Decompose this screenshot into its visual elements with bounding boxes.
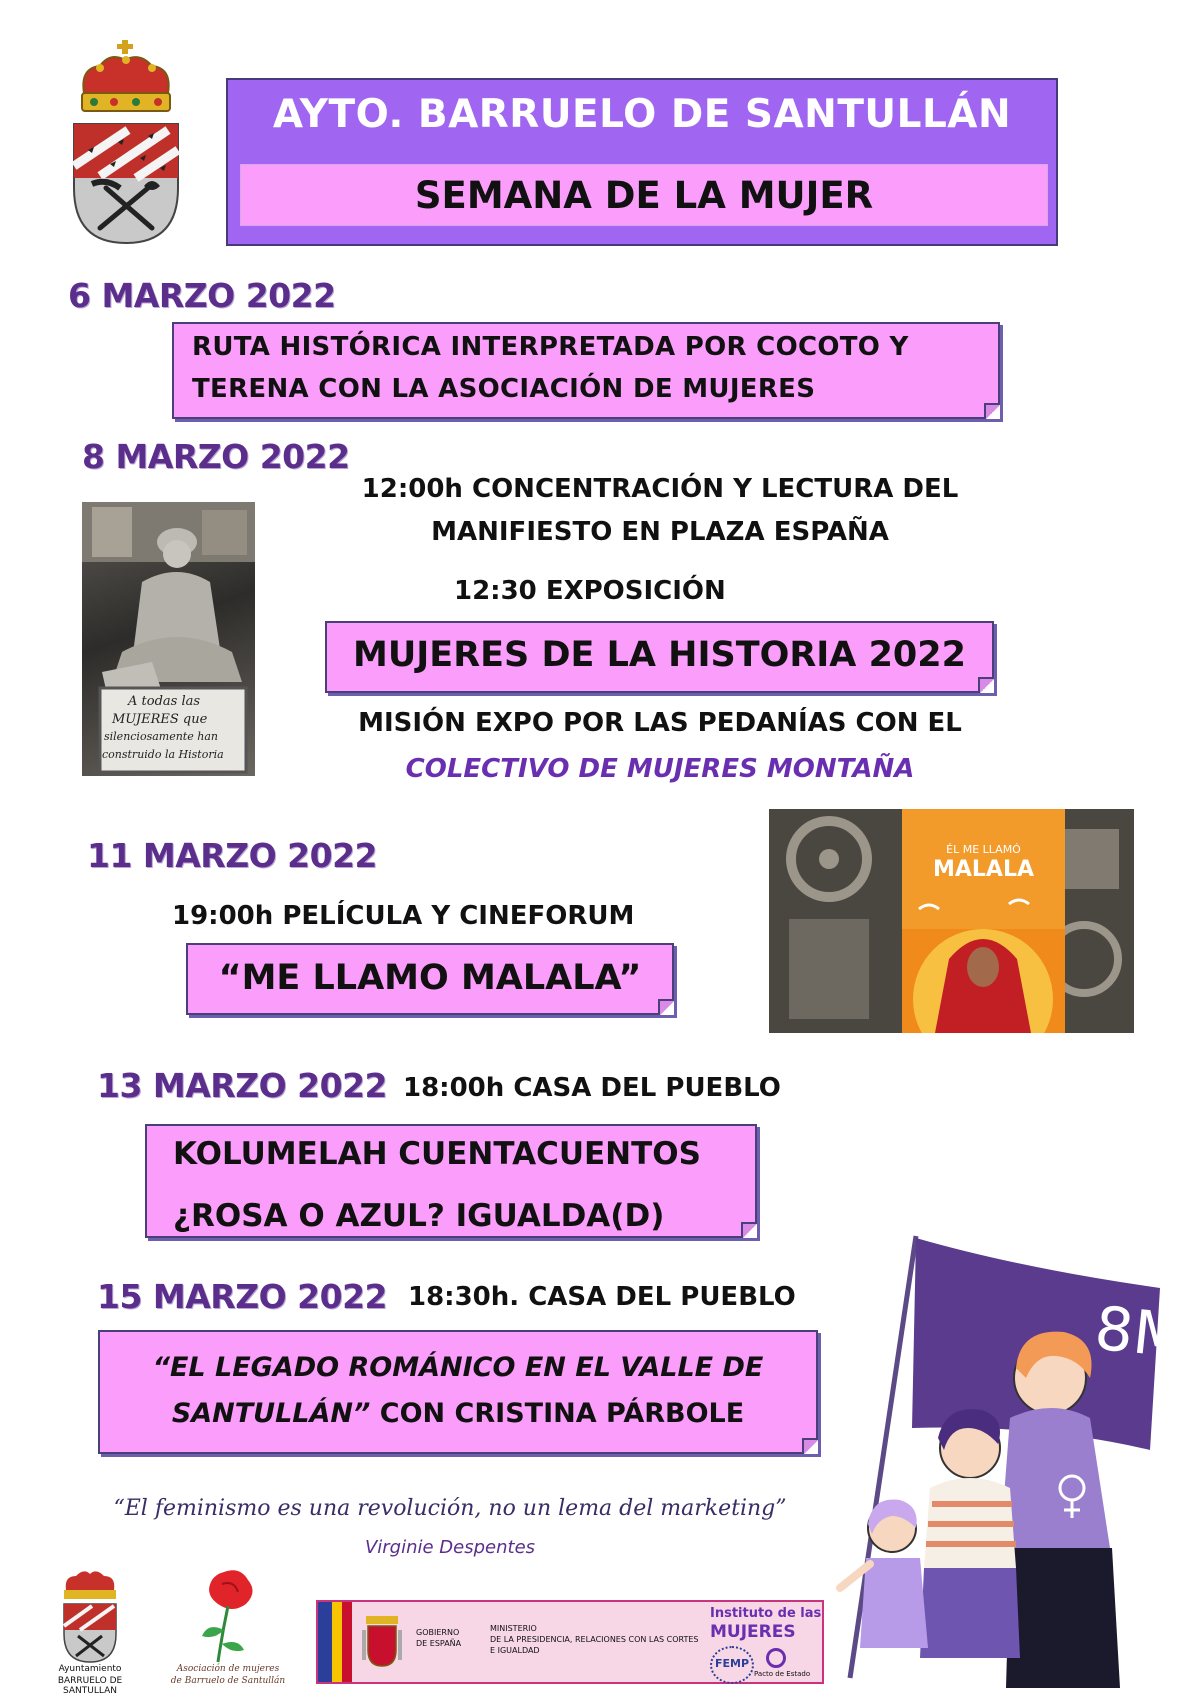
spain-flag-icon	[318, 1602, 332, 1682]
quote-text: “El feminismo es una revolución, no un lema del marketing”	[113, 1496, 787, 1521]
event-date: 15 MARZO 2022	[97, 1277, 388, 1316]
subtitle-box	[240, 164, 1048, 226]
pacto-text: Pacto de Estado	[754, 1670, 811, 1678]
ayto-footer-line1: Ayuntamiento	[58, 1664, 122, 1674]
ministerio-line1: MINISTERIO	[490, 1624, 537, 1633]
event-text: TERENA CON LA ASOCIACIÓN DE MUJERES	[192, 374, 816, 404]
spain-coat-icon	[362, 1616, 402, 1668]
femp-text: FEMP	[714, 1657, 750, 1670]
asoc-footer-line2: de Barruelo de Santullán	[170, 1676, 286, 1686]
event-date: 6 MARZO 2022	[68, 276, 336, 315]
event-text: CON CRISTINA PÁRBOLE	[370, 1398, 745, 1429]
event-date: 13 MARZO 2022	[97, 1066, 388, 1105]
instituto-line2: MUJERES	[710, 1622, 796, 1642]
event-box	[98, 1330, 818, 1454]
event-box	[325, 621, 994, 693]
event-text: MISIÓN EXPO POR LAS PEDANÍAS CON EL	[358, 708, 962, 738]
coat-of-arms-icon	[70, 38, 182, 248]
event-date: 8 MARZO 2022	[82, 437, 350, 476]
asociacion-logo	[168, 1564, 288, 1692]
header-banner	[226, 78, 1058, 246]
page-fold-icon	[741, 1222, 757, 1238]
event-text: “ME LLAMO MALALA”	[218, 958, 642, 998]
page-fold-icon	[658, 999, 674, 1015]
ayto-footer-line2: BARRUELO DE SANTULLAN	[57, 1676, 123, 1696]
event-text: 19:00h PELÍCULA Y CINEFORUM	[172, 901, 635, 931]
page-fold-icon	[978, 677, 994, 693]
event-text: KOLUMELAH CUENTACUENTOS	[173, 1136, 701, 1172]
event-box	[186, 943, 674, 1015]
event-text-italic: SANTULLÁN”	[171, 1398, 371, 1429]
movie-poster	[769, 809, 1134, 1033]
ministerio-line2: DE LA PRESIDENCIA, RELACIONES CON LAS CORTES	[490, 1635, 699, 1644]
spain-flag-stripe	[332, 1602, 342, 1682]
page-subtitle: SEMANA DE LA MUJER	[414, 174, 874, 217]
event-text: ¿ROSA O AZUL? IGUALDA(D)	[173, 1198, 665, 1234]
event-text: 12:00h CONCENTRACIÓN Y LECTURA DEL	[361, 474, 959, 504]
pacto-icon	[766, 1648, 786, 1668]
flag-text: 8M	[1091, 1293, 1189, 1373]
ministerio-line3: E IGUALDAD	[490, 1646, 540, 1655]
poster-small-title: ÉL ME LLAMÓ	[946, 843, 1021, 856]
8m-illustration	[820, 1228, 1189, 1698]
event-text: 18:00h CASA DEL PUEBLO	[403, 1073, 781, 1103]
plaque-text: silenciosamente han	[104, 730, 218, 743]
event-text: MUJERES DE LA HISTORIA 2022	[353, 635, 966, 675]
spain-flag-stripe	[342, 1602, 352, 1682]
government-banner	[316, 1600, 824, 1684]
plaque-text: MUJERES que	[112, 712, 208, 727]
poster-title: MALALA	[932, 857, 1034, 882]
page-fold-icon	[984, 403, 1000, 419]
quote-author: Virginie Despentes	[364, 1537, 536, 1558]
event-text: 18:30h. CASA DEL PUEBLO	[408, 1282, 796, 1312]
gobierno-line1: GOBIERNO	[416, 1628, 460, 1637]
instituto-line1: Instituto de las	[710, 1606, 822, 1621]
event-text-line	[100, 1398, 816, 1429]
plaque-text: construido la Historia	[102, 748, 224, 761]
event-box	[145, 1124, 757, 1238]
page-fold-icon	[802, 1438, 818, 1454]
statue-photo	[82, 502, 255, 776]
event-text: MANIFIESTO EN PLAZA ESPAÑA	[431, 517, 889, 547]
gobierno-line2: DE ESPAÑA	[416, 1639, 462, 1648]
event-text-highlight: COLECTIVO DE MUJERES MONTAÑA	[405, 754, 915, 784]
femp-logo	[710, 1646, 754, 1684]
event-text-italic: “EL LEGADO ROMÁNICO EN EL VALLE DE	[152, 1352, 764, 1383]
event-date: 11 MARZO 2022	[87, 836, 378, 875]
event-text: RUTA HISTÓRICA INTERPRETADA POR COCOTO Y	[192, 332, 909, 362]
event-text: 12:30 EXPOSICIÓN	[454, 576, 726, 606]
page-title: AYTO. BARRUELO DE SANTULLÁN	[272, 92, 1012, 137]
event-box	[172, 322, 1000, 419]
asoc-footer-line1: Asociación de mujeres	[176, 1664, 280, 1674]
ayuntamiento-logo	[30, 1566, 150, 1696]
plaque-text: A todas las	[128, 694, 201, 709]
